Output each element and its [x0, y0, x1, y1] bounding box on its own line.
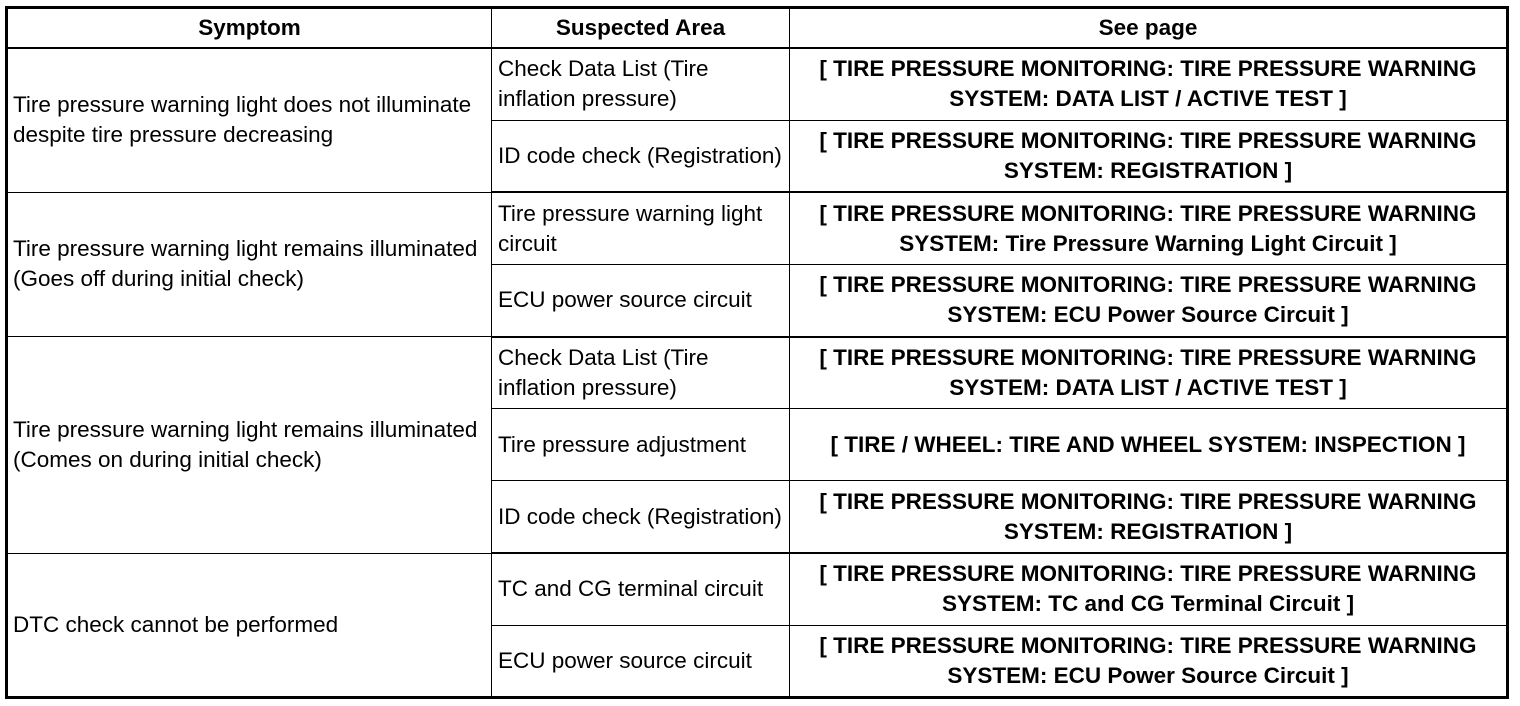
header-see-page: See page	[790, 8, 1508, 49]
suspected-area-cell: TC and CG terminal circuit	[492, 553, 790, 625]
symptom-cell: DTC check cannot be performed	[7, 553, 492, 697]
header-symptom: Symptom	[7, 8, 492, 49]
suspected-area-cell: ECU power source circuit	[492, 264, 790, 336]
table-row	[7, 192, 1508, 264]
suspected-area-cell: ID code check (Registration)	[492, 120, 790, 192]
header-suspected-area: Suspected Area	[492, 8, 790, 49]
symptom-cell: Tire pressure warning light remains illuminated (Comes on during initial check)	[7, 337, 492, 553]
suspected-area-cell: Tire pressure adjustment	[492, 409, 790, 481]
see-page-link[interactable]: [ TIRE PRESSURE MONITORING: TIRE PRESSURE WARNING SYSTEM: ECU Power Source Circuit ]	[790, 264, 1508, 336]
symptom-cell: Tire pressure warning light does not illuminate despite tire pressure decreasing	[7, 48, 492, 192]
suspected-area-cell: Tire pressure warning light circuit	[492, 192, 790, 264]
suspected-area-cell: Check Data List (Tire inflation pressure)	[492, 337, 790, 409]
see-page-link[interactable]: [ TIRE / WHEEL: TIRE AND WHEEL SYSTEM: INSPECTION ]	[790, 409, 1508, 481]
table-row	[7, 553, 1508, 625]
see-page-link[interactable]: [ TIRE PRESSURE MONITORING: TIRE PRESSURE WARNING SYSTEM: DATA LIST / ACTIVE TEST ]	[790, 48, 1508, 120]
table-row	[7, 337, 1508, 409]
symptom-cell: Tire pressure warning light remains illuminated (Goes off during initial check)	[7, 192, 492, 336]
suspected-area-cell: ECU power source circuit	[492, 625, 790, 697]
see-page-link[interactable]: [ TIRE PRESSURE MONITORING: TIRE PRESSURE WARNING SYSTEM: REGISTRATION ]	[790, 481, 1508, 553]
see-page-link[interactable]: [ TIRE PRESSURE MONITORING: TIRE PRESSURE WARNING SYSTEM: ECU Power Source Circuit ]	[790, 625, 1508, 697]
see-page-link[interactable]: [ TIRE PRESSURE MONITORING: TIRE PRESSURE WARNING SYSTEM: DATA LIST / ACTIVE TEST ]	[790, 337, 1508, 409]
see-page-link[interactable]: [ TIRE PRESSURE MONITORING: TIRE PRESSURE WARNING SYSTEM: TC and CG Terminal Circuit ]	[790, 553, 1508, 625]
see-page-link[interactable]: [ TIRE PRESSURE MONITORING: TIRE PRESSURE WARNING SYSTEM: Tire Pressure Warning Light Circuit ]	[790, 192, 1508, 264]
symptom-table	[5, 6, 1509, 699]
see-page-link[interactable]: [ TIRE PRESSURE MONITORING: TIRE PRESSURE WARNING SYSTEM: REGISTRATION ]	[790, 120, 1508, 192]
table-row	[7, 48, 1508, 120]
suspected-area-cell: Check Data List (Tire inflation pressure)	[492, 48, 790, 120]
header-row	[7, 8, 1508, 49]
suspected-area-cell: ID code check (Registration)	[492, 481, 790, 553]
